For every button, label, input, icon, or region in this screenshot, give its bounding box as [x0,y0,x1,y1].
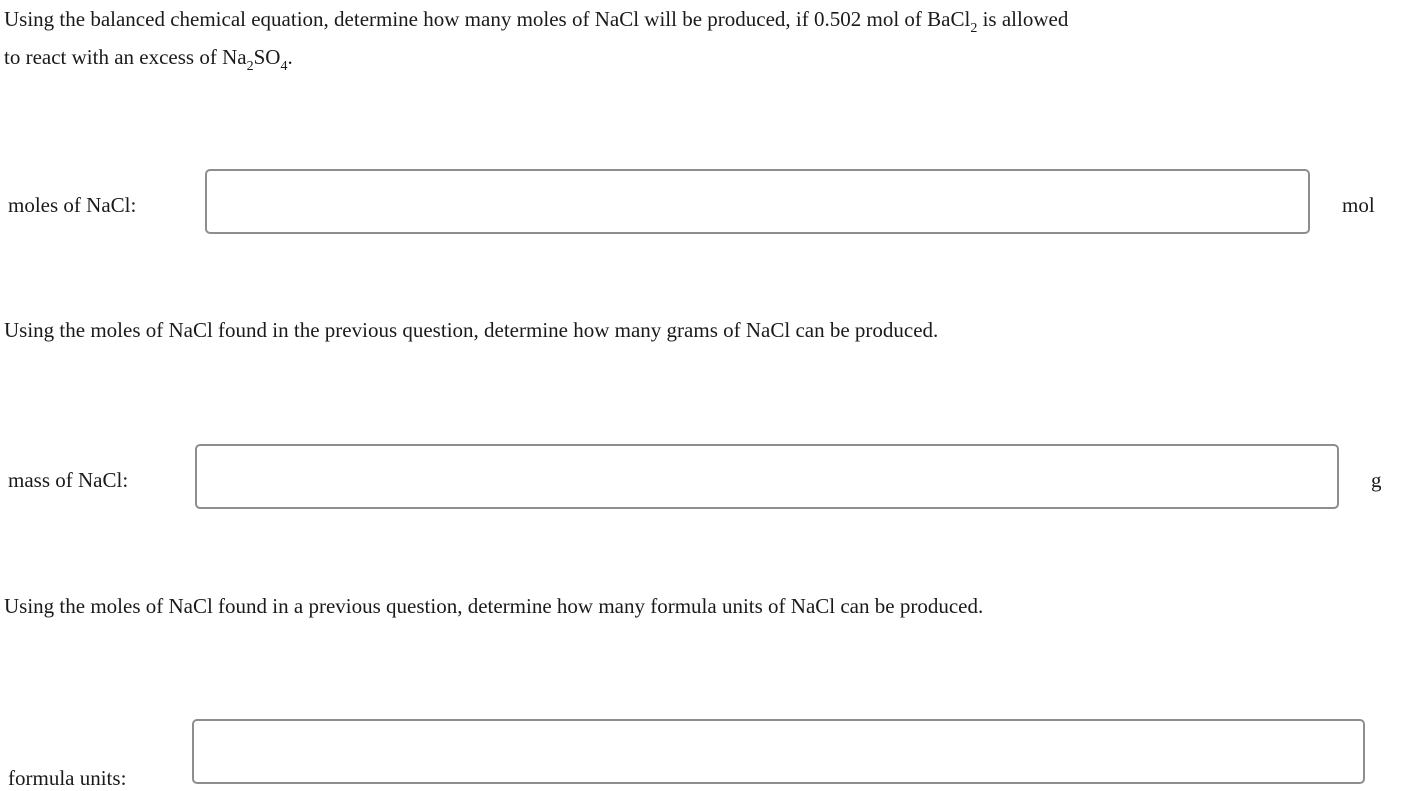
formula-units-label: formula units: [8,766,127,790]
question-1-subscript: 2 [970,21,978,36]
question-1-line-2-prefix: to react with an excess of Na [4,45,247,69]
question-2: Using the moles of NaCl found in the previous question, determine how many grams of NaCl can be produced. [4,318,939,342]
moles-nacl-input[interactable] [205,169,1310,234]
question-1-text-a: Using the balanced chemical equation, determine how many moles of NaCl will be produced, if 0.502 mol of BaCl [4,7,971,31]
moles-nacl-label: moles of NaCl: [8,193,137,217]
question-1-line-2-suffix: . [287,45,293,69]
question-1-line-2 [4,40,293,74]
question-1-line-1 [4,2,1068,36]
question-1-line-2-sub-2: 4 [280,59,288,74]
mass-unit: g [1371,468,1382,492]
question-1-line-2-mid: SO [253,45,281,69]
mass-nacl-label: mass of NaCl: [8,468,129,492]
formula-units-input[interactable] [192,719,1365,784]
question-3: Using the moles of NaCl found in a previous question, determine how many formula units of NaCl can be produced. [4,594,984,618]
question-1-line-2-sub-1: 2 [246,59,254,74]
mass-nacl-input[interactable] [195,444,1339,509]
question-1-text-b: is allowed [977,7,1069,31]
moles-unit: mol [1342,193,1375,217]
